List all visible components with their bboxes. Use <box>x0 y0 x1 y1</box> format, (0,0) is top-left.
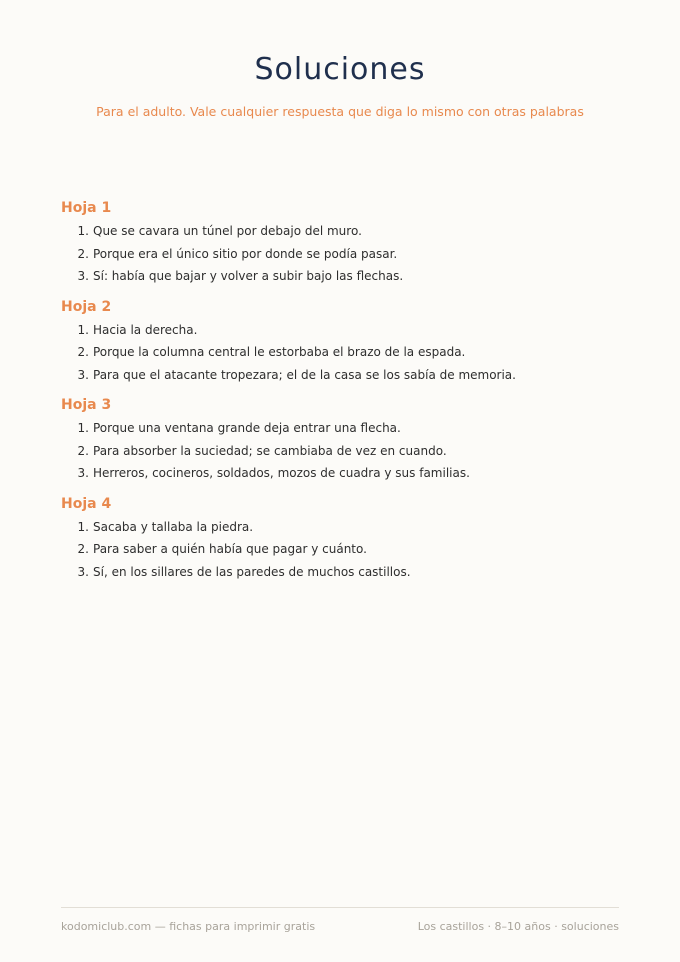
answer-item: 2. Porque la columna central le estorbaba el brazo de la espada. <box>77 345 466 359</box>
answer-item: 1. Hacia la derecha. <box>77 322 198 337</box>
answer-list <box>61 220 640 288</box>
page-subtitle: Para el adulto. Vale cualquier respuesta que diga lo mismo con otras palabras <box>96 104 584 119</box>
answer-item: 1. Porque una ventana grande deja entrar una flecha. <box>77 421 401 435</box>
section-heading: Hoja 1 <box>61 200 112 216</box>
answer-list <box>61 417 640 485</box>
section-heading: Hoja 2 <box>61 298 112 315</box>
section-hoja-2 <box>61 299 640 387</box>
footer-divider <box>61 907 619 908</box>
answers-list <box>61 200 640 594</box>
section-hoja-3 <box>61 397 640 485</box>
answer-item: 2. Para saber a quién había que pagar y cuánto. <box>77 542 367 556</box>
answer-item: 3. Herreros, cocineros, soldados, mozos de cuadra y sus familias. <box>77 466 470 480</box>
section-heading: Hoja 3 <box>61 397 112 413</box>
answer-item: 2. Para absorber la suciedad; se cambiaba de vez en cuando. <box>77 443 447 458</box>
page-title: Soluciones <box>254 52 426 87</box>
section-hoja-4 <box>61 496 640 584</box>
answer-list <box>61 319 640 387</box>
footer-worksheet-info: Los castillos · 8–10 años · soluciones <box>417 920 619 933</box>
answer-item: 1. Que se cavara un túnel por debajo del muro. <box>77 224 362 238</box>
answer-item: 3. Sí, en los sillares de las paredes de muchos castillos. <box>77 564 411 579</box>
answer-item: 2. Porque era el único sitio por donde se podía pasar. <box>77 246 398 261</box>
section-heading: Hoja 4 <box>61 495 112 512</box>
section-hoja-1 <box>61 200 640 288</box>
answer-item: 1. Sacaba y tallaba la piedra. <box>77 519 254 534</box>
footer-site-text: kodomiclub.com — fichas para imprimir gratis <box>61 920 316 933</box>
answer-item: 3. Sí: había que bajar y volver a subir bajo las flechas. <box>77 269 404 283</box>
answer-item: 3. Para que el atacante tropezara; el de la casa se los sabía de memoria. <box>77 367 516 382</box>
answer-list <box>61 516 640 584</box>
